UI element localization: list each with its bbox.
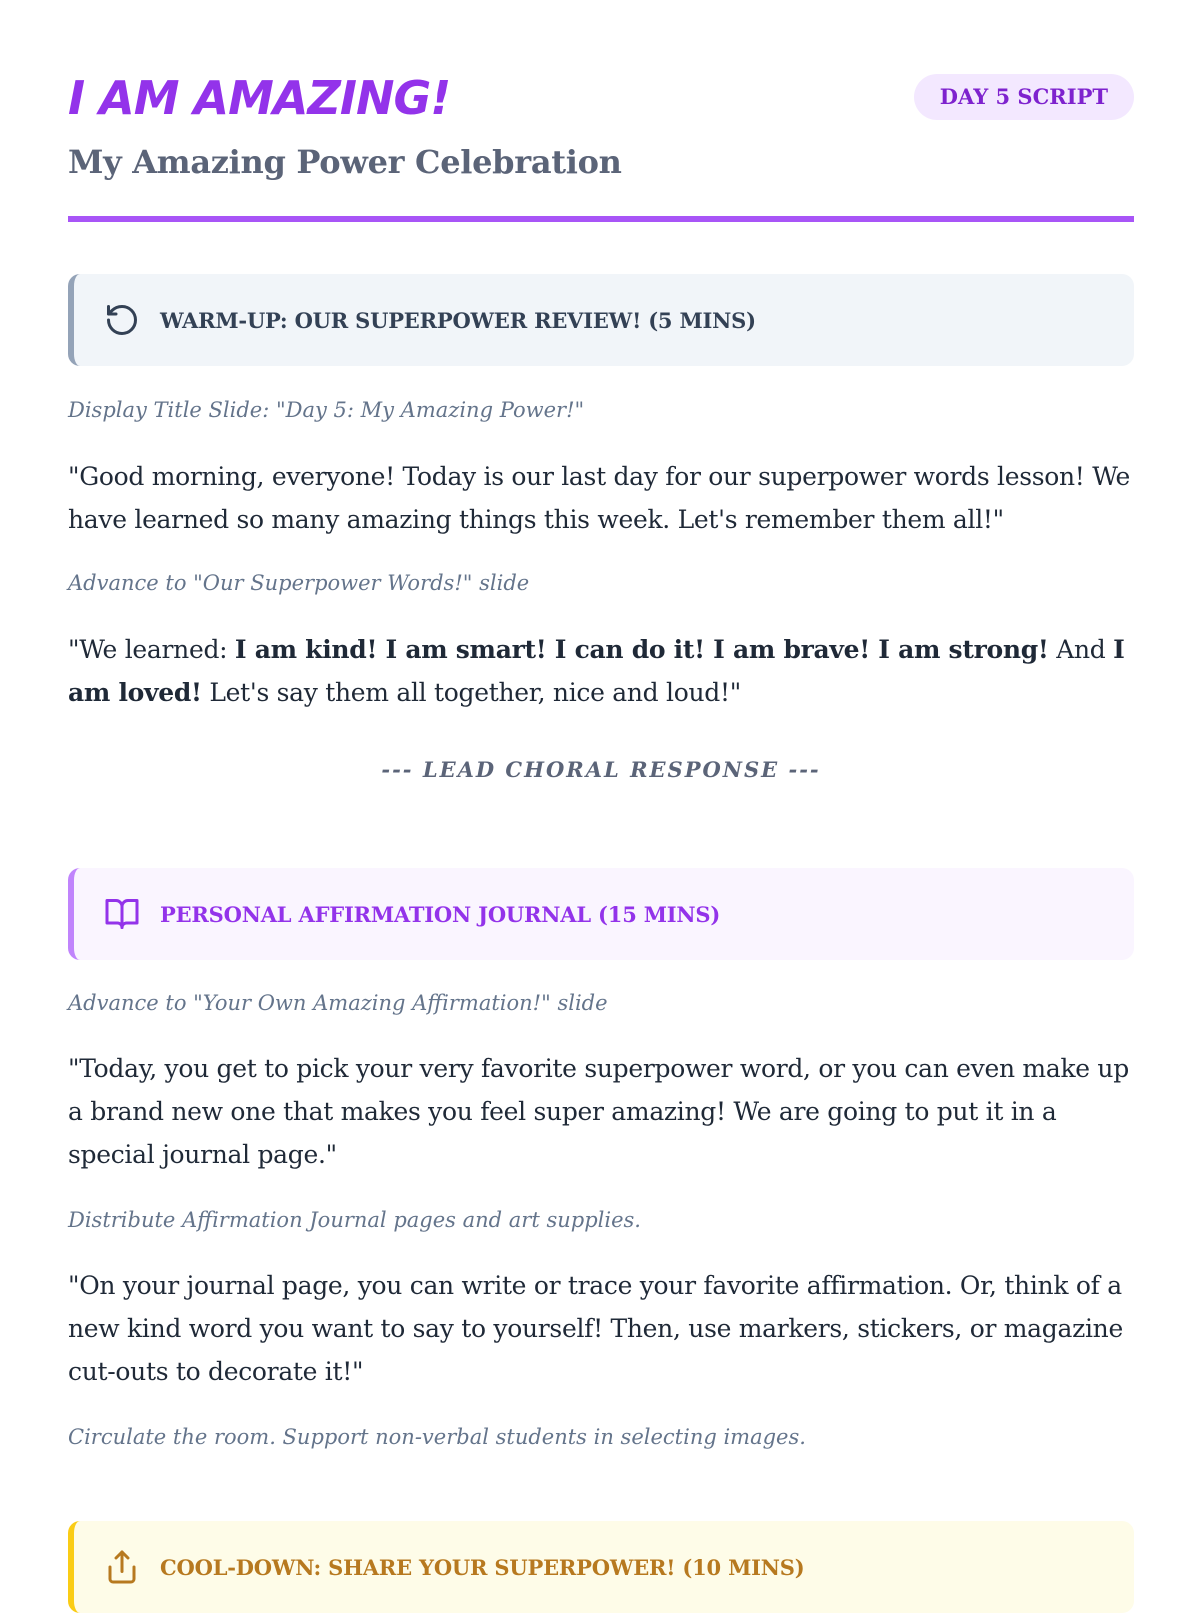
- cooldown-title: COOL-DOWN: SHARE YOUR SUPERPOWER! (10 MINS): [160, 1554, 805, 1580]
- script-text: Let's say them all together, nice and loud!": [201, 678, 741, 707]
- stage-direction: Distribute Affirmation Journal pages and art supplies.: [68, 1208, 641, 1232]
- book-open-icon: [102, 894, 142, 934]
- journal-section-header: [68, 868, 1134, 960]
- journal-title: PERSONAL AFFIRMATION JOURNAL (15 MINS): [160, 901, 721, 927]
- day-badge: DAY 5 SCRIPT: [914, 74, 1134, 120]
- script-text: And: [1048, 635, 1114, 664]
- cooldown-section-header: [68, 1521, 1134, 1613]
- stage-direction: Advance to "Our Superpower Words!" slide: [68, 571, 530, 595]
- stage-direction: Display Title Slide: "Day 5: My Amazing Power!": [68, 398, 585, 422]
- teacher-script-affirmations: [68, 628, 1134, 714]
- script-page: [68, 0, 1134, 1580]
- teacher-script: "On your journal page, you can write or trace your favorite affirmation. Or, think of a new kind word you want to say to yourself! Then, use markers, stickers, or magazine cut-outs to decorate it!": [68, 1271, 1123, 1386]
- page-subtitle: My Amazing Power Celebration: [68, 143, 622, 181]
- choral-response-cue: --- LEAD CHORAL RESPONSE ---: [381, 757, 821, 782]
- script-text: "We learned:: [68, 635, 235, 664]
- warmup-section-header: [68, 274, 1134, 366]
- teacher-script: "Good morning, everyone! Today is our last day for our superpower words lesson! We have learned so many amazing things this week. Let's remember them all!": [68, 462, 1131, 534]
- share-upload-icon: [102, 1547, 142, 1587]
- page-header: [68, 0, 1134, 222]
- teacher-script: "Today, you get to pick your very favorite superpower word, or you can even make up a brand new one that makes you feel super amazing! We are going to put it in a special journal page.": [68, 1054, 1129, 1169]
- affirmation-list: I am kind! I am smart! I can do it! I am brave! I am strong!: [234, 635, 1049, 664]
- stage-direction: Circulate the room. Support non-verbal students in selecting images.: [68, 1425, 806, 1449]
- warmup-title: WARM-UP: OUR SUPERPOWER REVIEW! (5 MINS): [160, 307, 756, 333]
- stage-direction: Advance to "Your Own Amazing Affirmation!" slide: [68, 991, 608, 1015]
- page-title: I AM AMAZING!: [68, 71, 451, 125]
- affirmation-loved: I am loved!: [68, 635, 1125, 707]
- refresh-icon: [102, 300, 142, 340]
